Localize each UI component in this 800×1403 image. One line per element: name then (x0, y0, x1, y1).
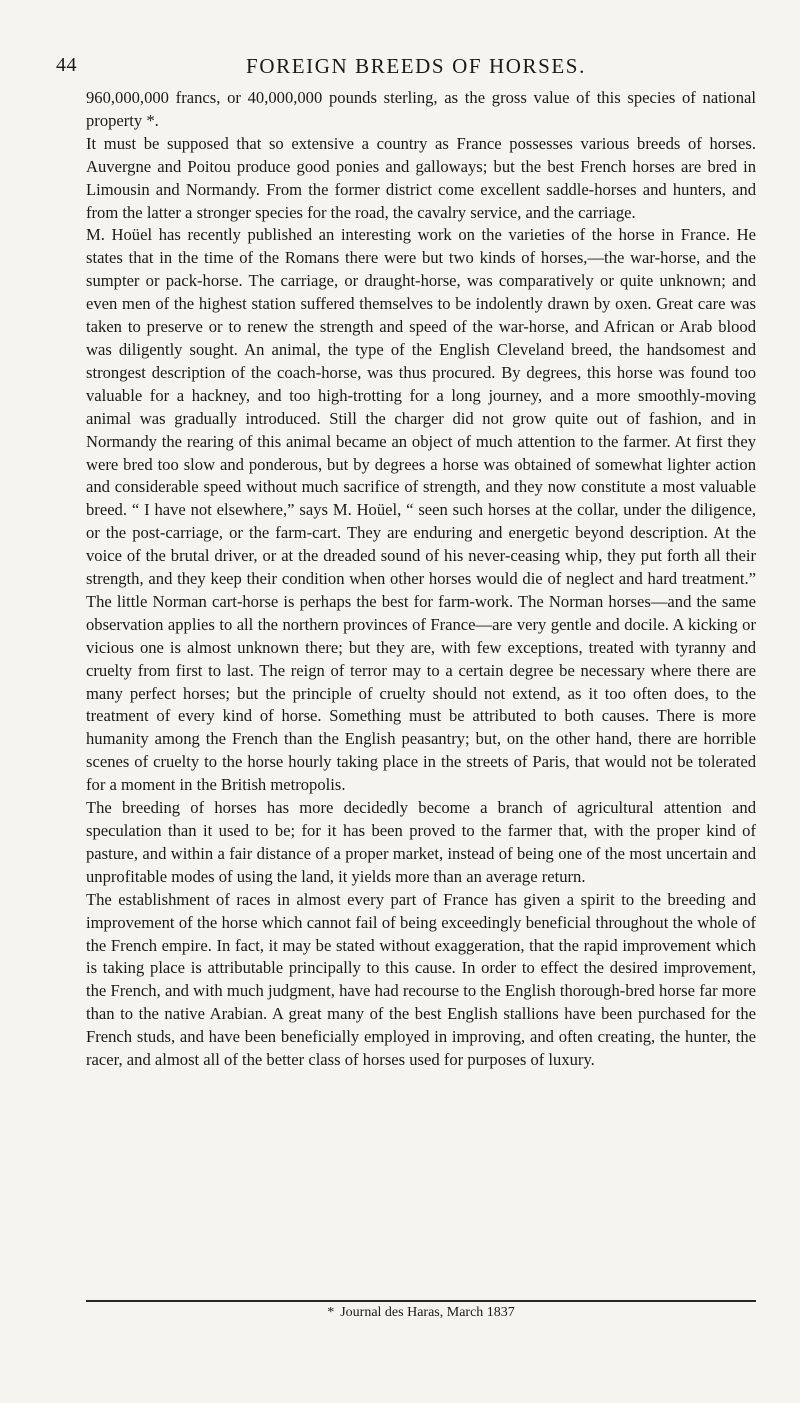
footnote (86, 1304, 756, 1322)
running-title: FOREIGN BREEDS OF HORSES. (246, 54, 586, 78)
page-number: 44 (56, 54, 77, 76)
body-text (86, 87, 756, 1072)
page-header (56, 54, 756, 82)
footnote-mark: * (327, 1305, 335, 1320)
paragraph: 960,000,000 francs, or 40,000,000 pounds sterling, as the gross value of this species of national property *. (86, 88, 756, 130)
footnote-text: Journal des Haras, March 1837 (340, 1305, 515, 1320)
paragraph: M. Hoüel has recently published an interesting work on the varieties of the horse in France. He states that in the time of the Romans there were but two kinds of horses,—the war-horse, and the sumpter or pack-horse. The carriage, or draught-horse, was comparatively or quite unknown; and even men of the highest station suffered themselves to be indolently drawn by oxen. Great care was taken to preserve or to renew the strength and speed of the war-horse, and African or Arab blood was diligently sought. An animal, the type of the English Cleveland breed, the handsomest and strongest description of the coach-horse, was thus procured. By degrees, this horse was found too valuable for a hackney, and too high-trotting for a long journey, and a more smoothly-moving animal was gradually introduced. Still the charger did not grow quite out of fashion, and in Normandy the rearing of this animal became an object of much attention to the farmer. At first they were bred too slow and ponderous, but by degrees a horse was obtained of somewhat lighter action and considerable speed without much sacrifice of strength, and they now constitute a most valuable breed. “ I have not elsewhere,” says M. Hoüel, “ seen such horses at the collar, under the diligence, or the post-carriage, or the farm-cart. They are enduring and energetic beyond description. At the voice of the brutal driver, or at the dreaded sound of his never-ceasing whip, they put forth all their strength, and they keep their condition when other horses would die of neglect and hard treatment.” The little Norman cart-horse is perhaps the best for farm-work. The Norman horses—and the same observation applies to all the northern provinces of France—are very gentle and docile. A kicking or vicious one is almost unknown there; but they are, with few exceptions, treated with tyranny and cruelty from first to last. The reign of terror may to a certain degree be necessary where there are many perfect horses; but the principle of cruelty should not extend, as it too often does, to the treatment of every kind of horse. Something must be attributed to both causes. There is more humanity among the French than the English peasantry; but, on the other hand, there are horrible scenes of cruelty to the horse hourly taking place in the streets of Paris, that would not be tolerated for a moment in the British metropolis. (86, 225, 756, 795)
paragraph: The establishment of races in almost every part of France has given a spirit to the breeding and improvement of the horse which cannot fail of being exceedingly beneficial throughout the whole of the French empire. In fact, it may be stated without exaggeration, that the rapid improvement which is taking place is attributable principally to this cause. In order to effect the desired improvement, the French, and with much judgment, have had recourse to the English thorough-bred horse far more than to the native Arabian. A great many of the best English stallions have been purchased for the French studs, and have been beneficially employed in improving, and often creating, the hunter, the racer, and almost all of the better class of horses used for purposes of luxury. (86, 889, 756, 1070)
footnote-divider (86, 1300, 756, 1302)
paragraph: It must be supposed that so extensive a country as France possesses various breeds of horses. Auvergne and Poitou produce good ponies and galloways; but the best French horses are bred in Limousin and Normandy. From the former district come excellent saddle-horses and hunters, and from the latter a stronger species for the road, the cavalry service, and the carriage. (86, 133, 756, 222)
paragraph: The breeding of horses has more decidedly become a branch of agricultural attention and speculation than it used to be; for it has been proved to the farmer that, with the proper kind of pasture, and within a fair distance of a proper market, instead of being one of the most uncertain and unprofitable modes of using the land, it yields more than an average return. (86, 798, 756, 886)
